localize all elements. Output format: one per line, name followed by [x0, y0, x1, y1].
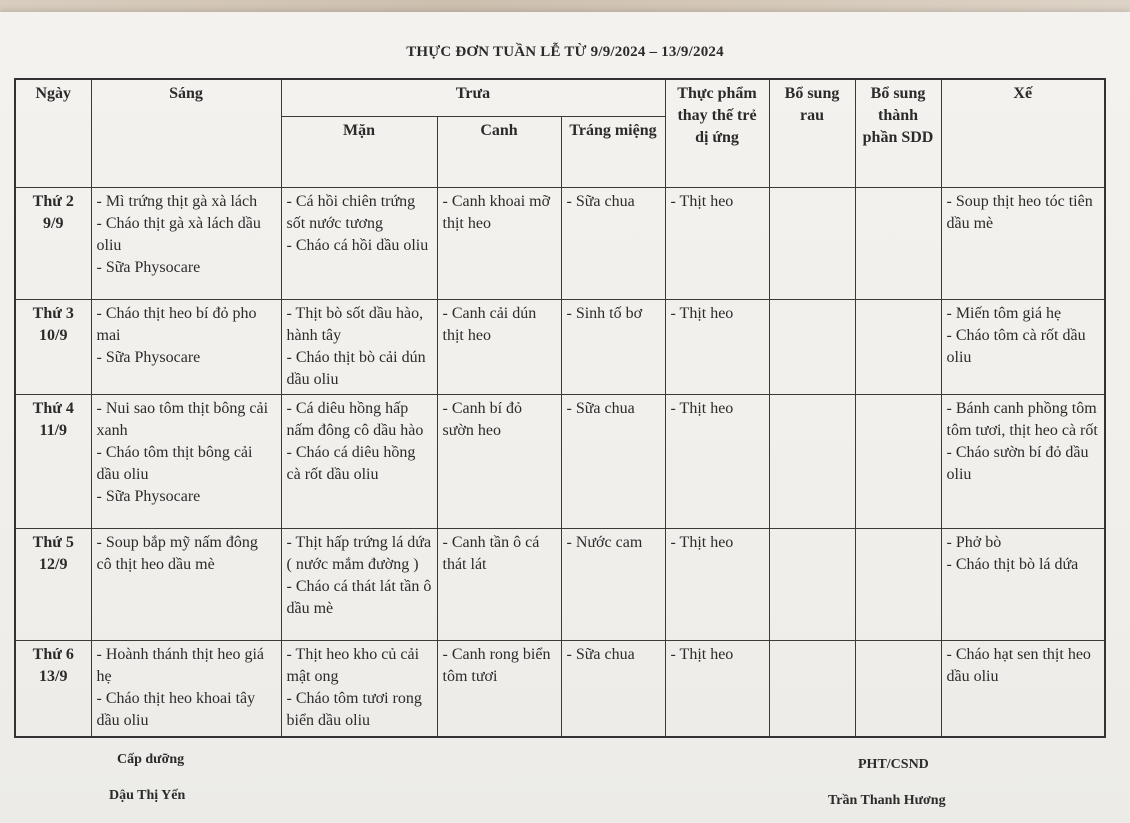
header-row [15, 79, 1105, 117]
day-date: 9/9 [43, 215, 64, 232]
header-bo-sung-rau: Bổ sung rau [769, 79, 855, 188]
menu-item: - Nui sao tôm thịt bông cải xanh [96, 400, 269, 439]
cell-bo-sung-rau [769, 188, 855, 300]
cell-bo-sung-rau [769, 395, 855, 529]
menu-item: - Sữa chua [566, 400, 635, 417]
header-xe: Xế [941, 79, 1105, 188]
menu-item: - Miến tôm giá hẹ [946, 305, 1062, 322]
header-man: Mặn [281, 117, 437, 188]
cell-man [281, 300, 437, 395]
cell-thay-the [665, 395, 769, 529]
menu-item: - Bánh canh phồng tôm tôm tươi, thịt heo cà rốt [946, 400, 1098, 439]
cell-trang-mieng [561, 529, 665, 641]
day-date: 13/9 [39, 668, 68, 685]
cell-xe [941, 641, 1105, 737]
cell-trang-mieng [561, 395, 665, 529]
header-thay-the: Thực phẩm thay thế trẻ dị ứng [665, 79, 769, 188]
document-title: THỰC ĐƠN TUẦN LỄ TỪ 9/9/2024 – 13/9/2024 [406, 44, 724, 60]
menu-item: - Hoành thánh thịt heo giá hẹ [96, 646, 265, 685]
menu-item: - Canh khoai mỡ thịt heo [442, 193, 551, 232]
cell-trang-mieng [561, 641, 665, 737]
cell-man [281, 395, 437, 529]
menu-body [15, 188, 1105, 737]
signature-right-title: PHT/CSND [858, 757, 929, 772]
cell-bo-sung-rau [769, 300, 855, 395]
menu-item: - Thịt heo [670, 193, 734, 210]
header-trua: Trưa [281, 79, 665, 117]
menu-item: - Cháo cá diêu hồng cà rốt dầu oliu [286, 444, 416, 483]
day-label: Thứ 6 [32, 646, 74, 663]
cell-sang [91, 641, 281, 737]
day-label: Thứ 3 [32, 305, 74, 322]
menu-item: - Sữa Physocare [96, 259, 201, 276]
menu-item: - Thịt heo kho củ cải mật ong [286, 646, 420, 685]
menu-item: - Cháo tôm tươi rong biển dầu oliu [286, 690, 422, 729]
menu-item: - Phở bò [946, 534, 1002, 551]
weekly-menu-table [14, 78, 1106, 738]
cell-sang [91, 188, 281, 300]
header-bo-sung-sdd: Bổ sung thành phần SDD [855, 79, 941, 188]
menu-item: - Canh tần ô cá thát lát [442, 534, 540, 573]
cell-sang [91, 529, 281, 641]
cell-bo-sung-rau [769, 641, 855, 737]
cell-trang-mieng [561, 300, 665, 395]
menu-item: - Canh cải dún thịt heo [442, 305, 537, 344]
menu-item: - Cháo thịt heo bí đỏ pho mai [96, 305, 257, 344]
day-date: 10/9 [39, 327, 68, 344]
day-cell [15, 188, 91, 300]
cell-thay-the [665, 529, 769, 641]
day-label: Thứ 2 [32, 193, 74, 210]
cell-man [281, 188, 437, 300]
cell-canh [437, 395, 561, 529]
day-label: Thứ 5 [32, 534, 74, 551]
cell-bo-sung-rau [769, 529, 855, 641]
cell-trang-mieng [561, 188, 665, 300]
cell-canh [437, 188, 561, 300]
cell-man [281, 529, 437, 641]
menu-item: - Cháo thịt heo khoai tây dầu oliu [96, 690, 256, 729]
menu-item: - Cháo hạt sen thịt heo dầu oliu [946, 646, 1091, 685]
cell-xe [941, 188, 1105, 300]
menu-item: - Cháo cá hồi dầu oliu [286, 237, 429, 254]
menu-item: - Sữa Physocare [96, 488, 201, 505]
menu-item: - Thịt heo [670, 534, 734, 551]
day-cell [15, 641, 91, 737]
menu-item: - Thịt hấp trứng lá dứa ( nước mắm đường ) [286, 534, 432, 573]
cell-canh [437, 529, 561, 641]
cell-bo-sung-sdd [855, 188, 941, 300]
menu-item: - Canh bí đỏ sườn heo [442, 400, 523, 439]
cell-thay-the [665, 188, 769, 300]
header-sang: Sáng [91, 79, 281, 188]
menu-item: - Sữa chua [566, 646, 635, 663]
menu-item: - Thịt heo [670, 400, 734, 417]
menu-row [15, 641, 1105, 737]
menu-item: - Sữa Physocare [96, 349, 201, 366]
signature-right-name: Trần Thanh Hương [828, 793, 946, 808]
menu-item: - Soup thịt heo tóc tiên dầu mè [946, 193, 1093, 232]
cell-xe [941, 395, 1105, 529]
menu-item: - Thịt bò sốt dầu hào, hành tây [286, 305, 424, 344]
menu-row [15, 529, 1105, 641]
signature-left-name: Dậu Thị Yến [109, 788, 186, 803]
cell-man [281, 641, 437, 737]
day-label: Thứ 4 [32, 400, 74, 417]
cell-xe [941, 300, 1105, 395]
menu-item: - Cháo thịt gà xà lách dầu oliu [96, 215, 261, 254]
cell-bo-sung-sdd [855, 641, 941, 737]
cell-bo-sung-sdd [855, 395, 941, 529]
menu-item: - Cháo thịt bò cải dún dầu oliu [286, 349, 426, 388]
menu-item: - Cháo thịt bò lá dứa [946, 556, 1079, 573]
cell-canh [437, 641, 561, 737]
menu-item: - Cháo sườn bí đỏ dầu oliu [946, 444, 1089, 483]
menu-item: - Thịt heo [670, 305, 734, 322]
menu-item: - Thịt heo [670, 646, 734, 663]
top-background-strip [0, 0, 1130, 12]
day-cell [15, 529, 91, 641]
menu-row [15, 395, 1105, 529]
menu-row [15, 188, 1105, 300]
header-trang-mieng: Tráng miệng [561, 117, 665, 188]
day-date: 12/9 [39, 556, 68, 573]
menu-item: - Soup bắp mỹ nấm đông cô thịt heo dầu mè [96, 534, 258, 573]
menu-item: - Nước cam [566, 534, 643, 551]
menu-item: - Cá diêu hồng hấp nấm đông cô dầu hào [286, 400, 424, 439]
menu-item: - Cháo cá thát lát tần ô dầu mè [286, 578, 432, 617]
menu-item: - Cháo tôm cà rốt dầu oliu [946, 327, 1086, 366]
cell-sang [91, 300, 281, 395]
cell-thay-the [665, 641, 769, 737]
menu-row [15, 300, 1105, 395]
day-cell [15, 300, 91, 395]
menu-item: - Cháo tôm thịt bông cải dầu oliu [96, 444, 253, 483]
header-ngay: Ngày [15, 79, 91, 188]
cell-xe [941, 529, 1105, 641]
menu-item: - Sữa chua [566, 193, 635, 210]
cell-bo-sung-sdd [855, 529, 941, 641]
cell-bo-sung-sdd [855, 300, 941, 395]
cell-thay-the [665, 300, 769, 395]
menu-item: - Cá hồi chiên trứng sốt nước tương [286, 193, 416, 232]
menu-item: - Sinh tố bơ [566, 305, 643, 322]
day-date: 11/9 [39, 422, 68, 439]
cell-canh [437, 300, 561, 395]
menu-item: - Canh rong biển tôm tươi [442, 646, 551, 685]
cell-sang [91, 395, 281, 529]
signature-left-title: Cấp dưỡng [117, 752, 185, 767]
day-cell [15, 395, 91, 529]
menu-item: - Mì trứng thịt gà xà lách [96, 193, 258, 210]
header-canh: Canh [437, 117, 561, 188]
